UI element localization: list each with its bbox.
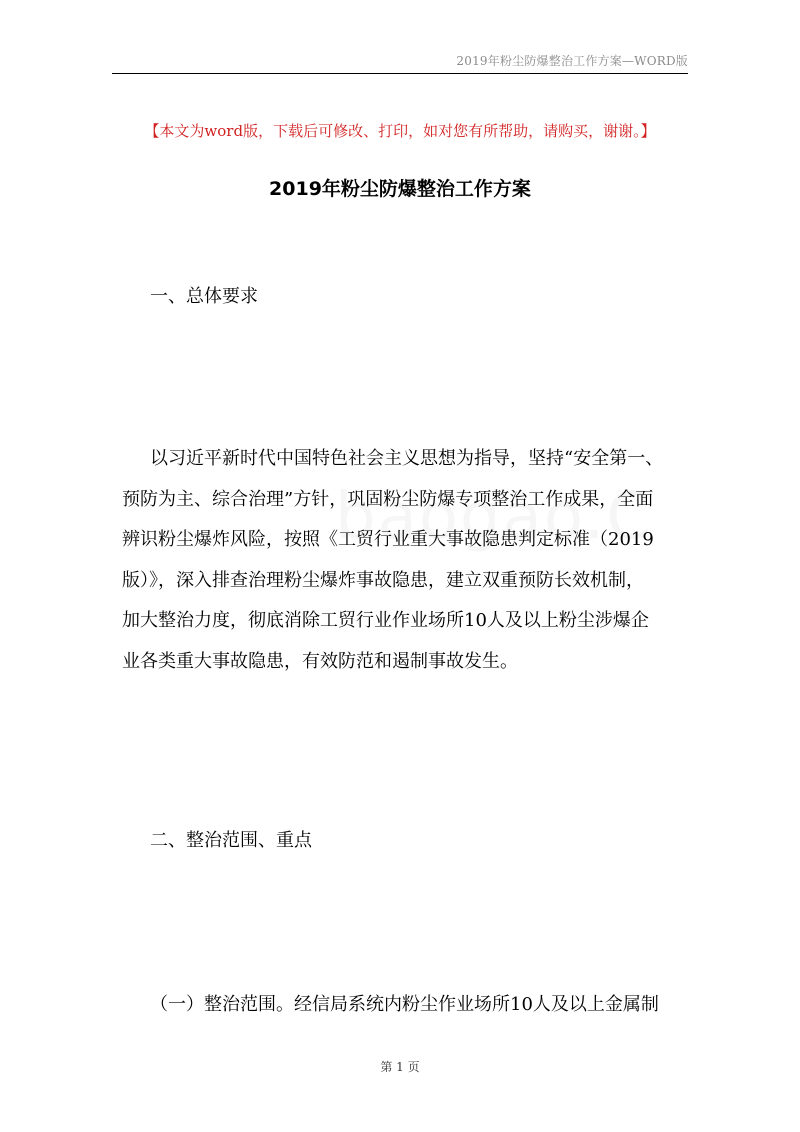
header-divider xyxy=(112,73,688,74)
paragraph-line: 以习近平新时代中国特色社会主义思想为指导，坚持“安全第一、 xyxy=(150,448,664,469)
paragraph-line: 业各类重大事故隐患，有效防范和遏制事故发生。 xyxy=(122,650,518,672)
section-heading-scope: 二、整治范围、重点 xyxy=(150,830,312,851)
document-title: 2019年粉尘防爆整治工作方案 xyxy=(269,178,531,200)
paragraph-general-requirements xyxy=(122,439,684,682)
page-number: 第 1 页 xyxy=(380,1060,420,1074)
purchase-notice: 【本文为word版，下载后可修改、打印，如对您有所帮助，请购买，谢谢。】 xyxy=(144,122,656,140)
paragraph-scope: （一）整治范围。经信局系统内粉尘作业场所10人及以上金属制 xyxy=(150,994,659,1015)
paragraph-line: 辨识粉尘爆炸风险，按照《工贸行业重大事故隐患判定标准（2019 xyxy=(122,529,654,550)
paragraph-line: 版）》，深入排查治理粉尘爆炸事故隐患，建立双重预防长效机制， xyxy=(122,569,644,591)
page-header: 2019年粉尘防爆整治工作方案—WORD版 xyxy=(456,54,688,68)
paragraph-line: 预防为主、综合治理”方针，巩固粉尘防爆专项整治工作成果，全面 xyxy=(122,488,654,510)
paragraph-line: 加大整治力度，彻底消除工贸行业作业场所10人及以上粉尘涉爆企 xyxy=(122,610,649,631)
section-heading-general-requirements: 一、总体要求 xyxy=(150,286,258,307)
